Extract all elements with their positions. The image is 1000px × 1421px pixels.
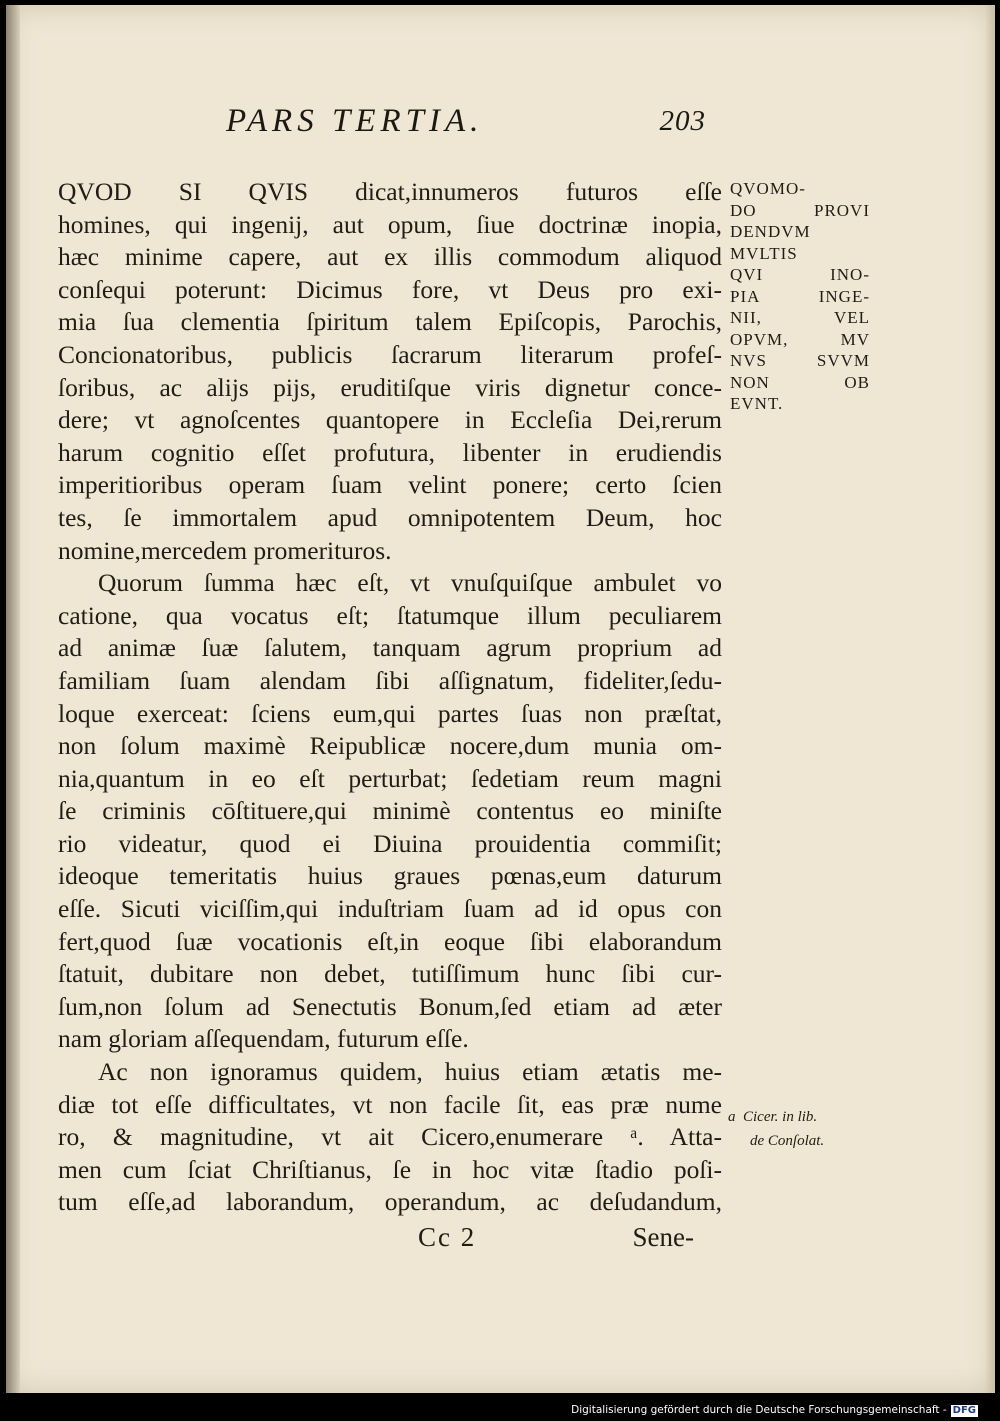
margin-note-line: DO PROVI: [730, 200, 870, 220]
text-line: ſtatuit, dubitare non debet, tutiſſimum hunc ſibi cur-: [58, 959, 722, 989]
credit-text: Digitalisierung gefördert durch die Deutsche Forschungsgemeinschaft -: [571, 1404, 947, 1416]
text-line: mia ſua clementia ſpiritum talem Epiſcopis, Parochis,: [58, 307, 722, 337]
margin-note-line: EVNT.: [730, 394, 784, 413]
page-edge-shadow: [985, 5, 995, 1393]
text-line: imperitioribus operam ſuam velint ponere; certo ſcien: [58, 470, 722, 500]
reference-source: Cicer. in lib.: [743, 1109, 818, 1125]
page-footer: [418, 1222, 694, 1258]
text-line: Ac non ignoramus quidem, huius etiam ætatis me-: [98, 1057, 722, 1087]
margin-note-line: NII, VEL: [730, 308, 870, 327]
text-line: tes, ſe immortalem apud omnipotentem Deum, hoc: [58, 502, 722, 532]
text-line: ſoribus, ac alijs pijs, eruditiſque viris dignetur conce-: [58, 372, 722, 402]
margin-note-line: MVLTIS: [730, 243, 798, 263]
text-line: harum cognitio eſſet profutura, libenter in erudiendis: [58, 437, 722, 467]
text-line: fert,quod ſuæ vocationis eſt,in eoque ſibi elaborandum: [58, 926, 722, 956]
marginal-reference: [728, 1105, 878, 1153]
text-line: Quorum ſumma hæc eſt, vt vnuſquiſque ambulet vo: [98, 568, 722, 598]
text-line: nam gloriam aſſequendam, futurum eſſe.: [58, 1024, 469, 1054]
margin-note-line: QVOMO-: [730, 179, 806, 198]
text-line: catione, qua vocatus eſt; ſtatumque illum peculiarem: [58, 600, 722, 630]
margin-note-line: NVS SVVM: [730, 351, 870, 370]
text-line: ad animæ ſuæ ſalutem, tanquam agrum proprium ad: [58, 633, 722, 663]
margin-note-line: OPVM, MV: [730, 329, 870, 349]
marginal-note: [730, 178, 870, 415]
text-line: rio videatur, quod ei Diuina prouidentia commiſit;: [58, 828, 722, 858]
page-number: 203: [659, 105, 706, 137]
text-line: nia,quantum in eo eſt perturbat; ſedetiam reum magni: [58, 763, 722, 793]
text-line: dere; vt agnoſcentes quantopere in Eccleſia Dei,rerum: [58, 405, 722, 435]
text-line: hæc minime capere, aut ex illis commodum aliquod: [58, 242, 722, 272]
margin-note-line: QVI INO-: [730, 265, 870, 284]
text-line: eſſe. Sicuti viciſſim,qui induſtriam ſuam ad id opus con: [58, 894, 722, 924]
paragraph: [58, 1056, 722, 1219]
text-line: conſequi poterunt: Dicimus fore, vt Deus pro exi-: [58, 274, 722, 304]
text-line: nomine,mercedem promerituros.: [58, 535, 392, 565]
catchword: Sene-: [632, 1222, 694, 1252]
margin-note-line: NON OB: [730, 372, 870, 392]
text-line: men cum ſciat Chriſtianus, ſe in hoc vitæ ſtadio poſi-: [58, 1154, 722, 1184]
text-line: ro, & magnitudine, vt ait Cicero,enumerare ᵃ. Atta-: [58, 1122, 722, 1152]
text-line: familiam ſuam alendam ſibi aſſignatum, fideliter,ſedu-: [58, 665, 722, 695]
digitization-credit: [571, 1404, 978, 1418]
text-line: homines, qui ingenij, aut opum, ſiue doctrinæ inopia,: [58, 209, 722, 239]
reference-line-2: de Conſolat.: [750, 1133, 825, 1149]
text-line: Concionatoribus, publicis ſacrarum literarum profeſ-: [58, 339, 722, 369]
text-line: ſe criminis cōſtituere,qui minimè contentus eo miniſte: [58, 796, 722, 826]
text-line: ſum,non ſolum ad Senectutis Bonum,ſed etiam ad æter: [58, 991, 722, 1021]
text-line: tum eſſe,ad laborandum, operandum, ac deſudandum,: [58, 1187, 722, 1217]
reference-line-1: [728, 1105, 878, 1129]
margin-note-line: DENDVM: [730, 222, 811, 241]
paragraph: [58, 176, 722, 567]
margin-note-line: PIA INGE-: [730, 286, 870, 306]
signature-mark: Cc 2: [418, 1222, 477, 1252]
main-text: [58, 176, 722, 1219]
text-line: ideoque temeritatis huius graues pœnas,eum daturum: [58, 861, 722, 891]
text-line: QVOD SI QVIS dicat,innumeros futuros eſſe: [58, 177, 722, 206]
reference-marker: a: [728, 1109, 736, 1125]
text-line: diæ tot eſſe difficultates, vt non facile ſit, eas præ nume: [58, 1089, 722, 1119]
text-line: loque exerceat: ſciens eum,qui partes ſuas non præſtat,: [58, 698, 722, 728]
paragraph: [58, 567, 722, 1056]
dfg-logo: DFG: [952, 1405, 976, 1416]
running-title: PARS TERTIA.: [226, 103, 484, 139]
text-line: non ſolum maximè Reipublicæ nocere,dum munia om-: [58, 731, 722, 761]
running-header: [226, 103, 706, 143]
page-spine-shadow: [6, 5, 20, 1393]
